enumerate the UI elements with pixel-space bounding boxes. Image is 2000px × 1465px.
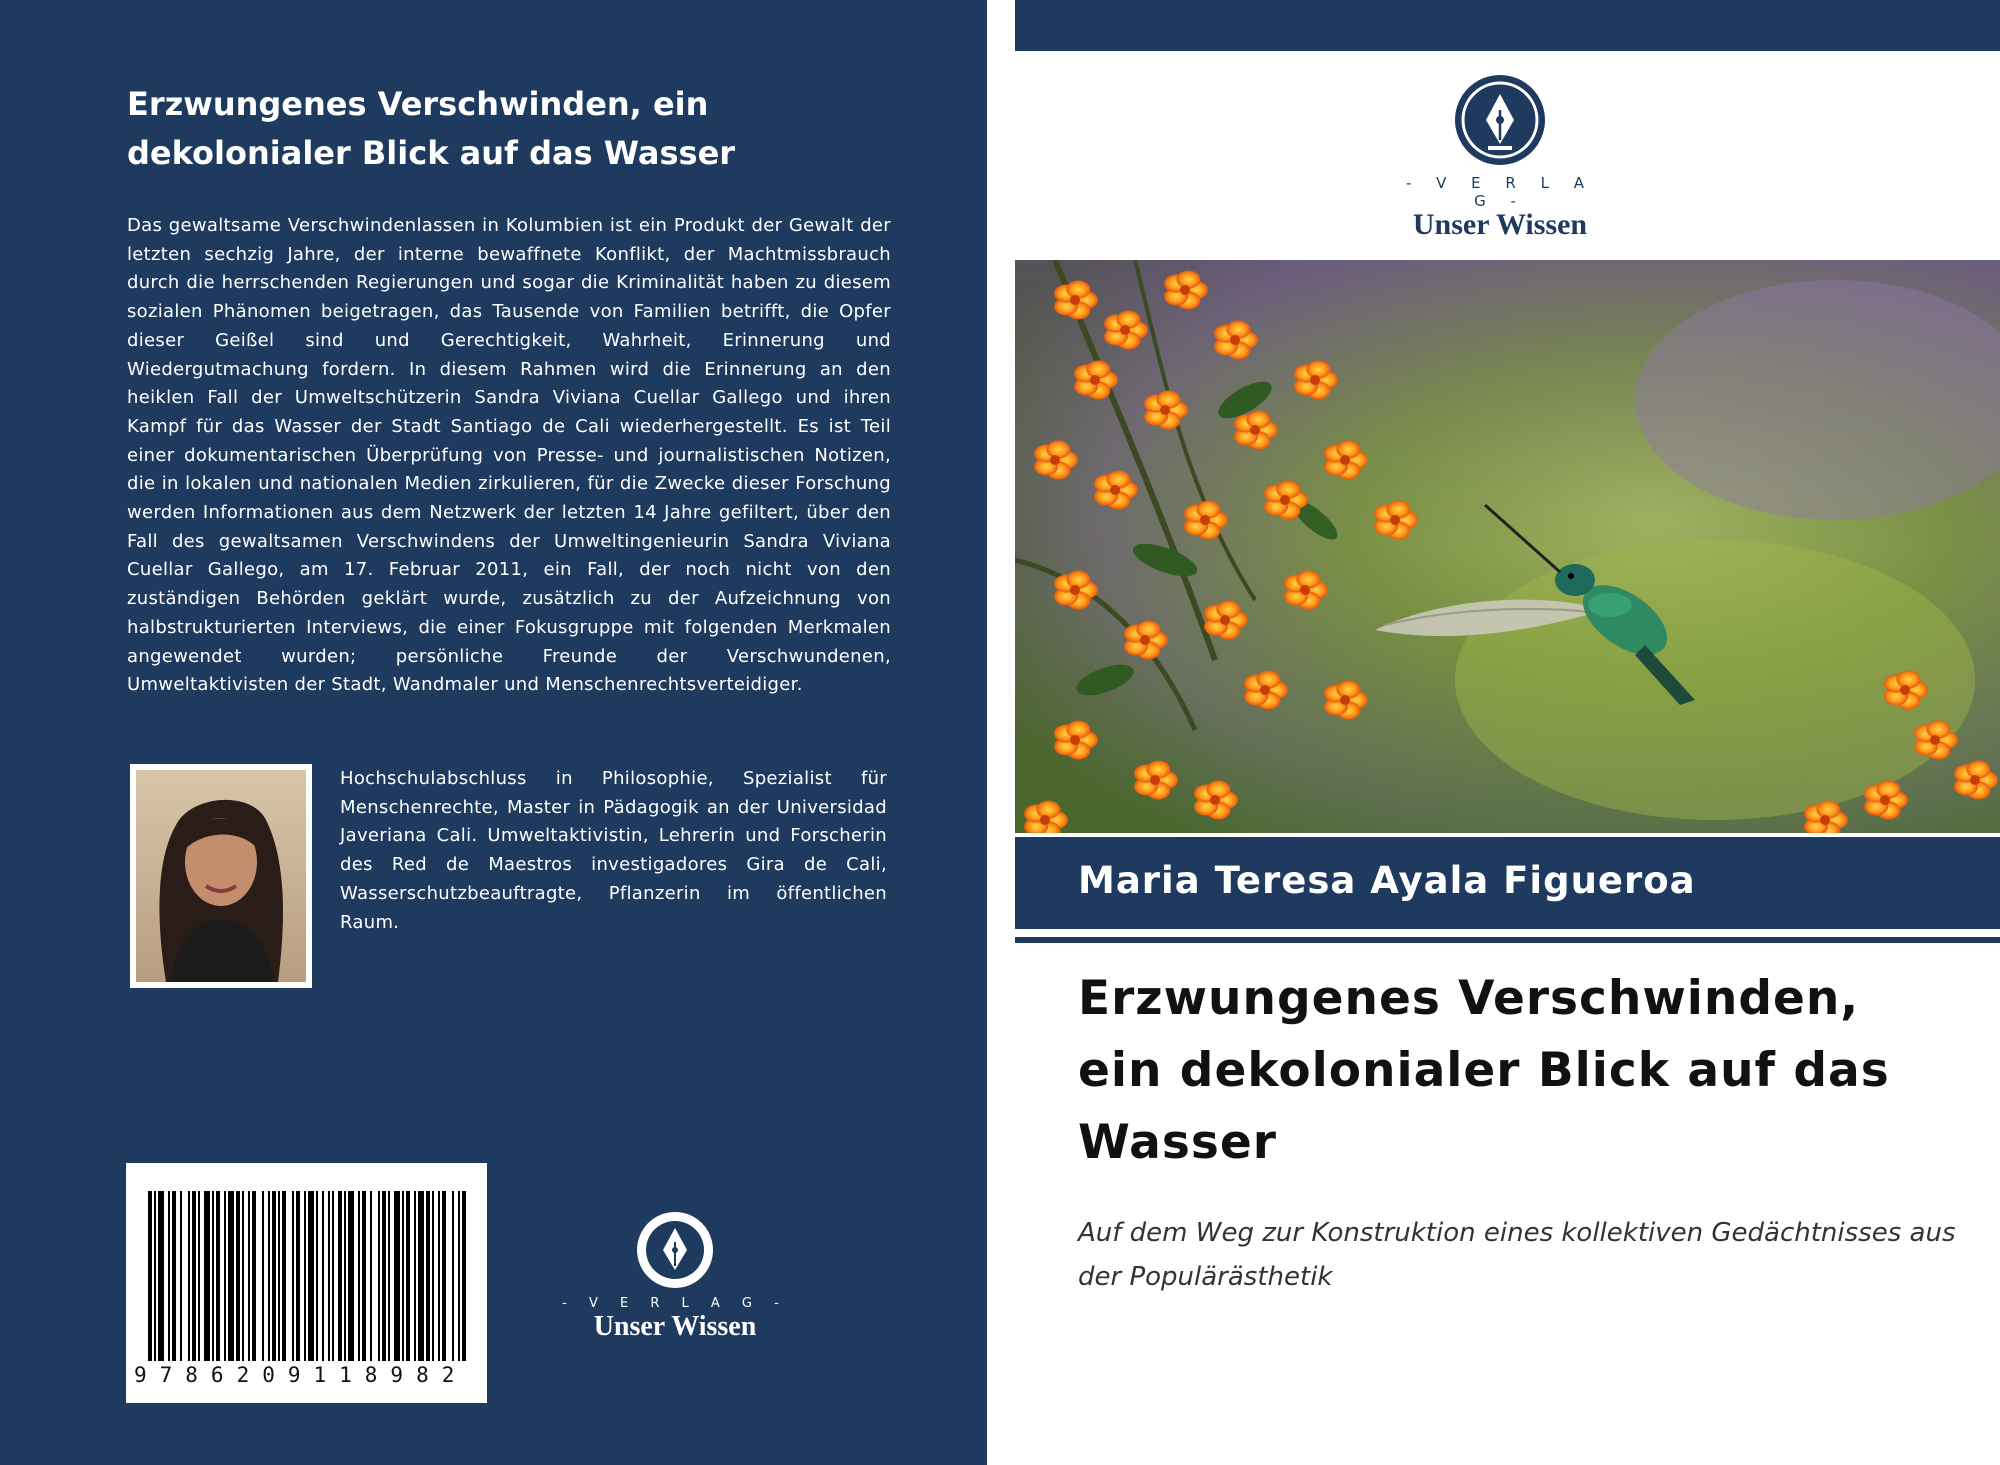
author-photo-image xyxy=(136,770,306,982)
barcode-bar xyxy=(388,1191,390,1361)
barcode-bar xyxy=(268,1191,270,1361)
barcode-bar xyxy=(168,1191,170,1361)
barcode-bar xyxy=(148,1191,152,1361)
barcode-bar xyxy=(358,1191,360,1361)
barcode-bar xyxy=(296,1191,300,1361)
publisher-logo-front xyxy=(1390,72,1610,242)
publisher-name: Unser Wissen xyxy=(1412,208,1588,241)
barcode-bar xyxy=(228,1191,234,1361)
barcode-bar xyxy=(224,1191,226,1361)
barcode-bar xyxy=(402,1191,404,1361)
barcode-bar xyxy=(362,1191,366,1361)
author-photo xyxy=(130,764,312,988)
barcode-bar xyxy=(370,1191,372,1361)
title-divider xyxy=(1015,937,2000,943)
back-cover-blurb: Das gewaltsame Verschwindenlassen in Kolumbien ist ein Produkt der Gewalt der letzten sechzig Jahre, der interne bewaffnete Konflikt, der Machtmissbrauch durch die herrschenden Regierungen und sogar die Kriminalität haben zu diesem sozialen Phänomen beigetragen, das Tausende von Familien betrifft, die Opfer dieser Geißel sind und Gerechtigkeit, Wahrheit, Erinnerung und Wiedergutmachung fordern. In diesem Rahmen wird die Erinnerung an den heiklen Fall der Umweltschützerin Sandra Viviana Cuellar Gallego und ihren Kampf für das Wasser der Stadt Santiago de Cali wiederhergestellt. Es ist Teil einer dokumentarischen Überprüfung von Presse- und journalistischen Notizen, die in lokalen und nationalen Medien zirkulieren, für die Zwecke dieser Forschung werden Informationen aus dem Netzwerk der letzten 14 Jahre gefiltert, über den Fall des gewaltsamen Verschwindens der Umweltingenieurin Sandra Viviana Cuellar Gallego, am 17. Februar 2011, ein Fall, der noch nicht von den zuständigen Behörden geklärt wurde, zusätzlich zu der Aufzeichnung von halbstrukturierten Interviews, die einer Fokusgruppe mit folgenden Merkmalen angewendet wurden; persönliche Freunde der Verschwundenen, Umweltaktivisten der Stadt, Wandmaler und Menschenrechtsverteidiger. xyxy=(127,215,891,696)
cover-illustration-hummingbird xyxy=(1015,260,2000,833)
barcode-bar xyxy=(414,1191,416,1361)
isbn-barcode xyxy=(126,1163,487,1403)
fountain-pen-nib-icon xyxy=(635,1210,715,1290)
barcode-bar xyxy=(292,1191,294,1361)
barcode-bar xyxy=(262,1191,264,1361)
publisher-verlag-label: - V E R L A G - xyxy=(1405,174,1595,210)
publisher-logo-back xyxy=(560,1210,790,1343)
barcode-bar xyxy=(442,1191,446,1361)
author-band xyxy=(1015,837,2000,929)
barcode-bar xyxy=(338,1191,342,1361)
barcode-bar xyxy=(328,1191,330,1361)
barcode-bar xyxy=(308,1191,314,1361)
barcode-bar xyxy=(406,1191,410,1361)
barcode-bar xyxy=(316,1191,318,1361)
barcode-bar xyxy=(216,1191,220,1361)
barcode-bar xyxy=(158,1191,164,1361)
barcode-bar xyxy=(192,1191,196,1361)
barcode-bar xyxy=(252,1191,256,1361)
fountain-pen-nib-icon xyxy=(1452,72,1548,168)
back-cover xyxy=(0,0,987,1465)
barcode-bar xyxy=(204,1191,210,1361)
book-subtitle: Auf dem Weg zur Konstruktion eines kollektiven Gedächtnisses aus der Populärästhetik xyxy=(1078,1218,1956,1292)
barcode-bar xyxy=(198,1191,200,1361)
barcode-bar xyxy=(278,1191,280,1361)
barcode-bar xyxy=(154,1191,156,1361)
barcode-bar xyxy=(248,1191,250,1361)
barcode-bar xyxy=(432,1191,434,1361)
isbn-digits: 9786209118982 xyxy=(134,1363,468,1387)
barcode-bar xyxy=(322,1191,324,1361)
barcode-bar xyxy=(418,1191,424,1361)
barcode-bar xyxy=(344,1191,346,1361)
barcode-bar xyxy=(272,1191,276,1361)
barcode-bar xyxy=(452,1191,454,1361)
publisher-verlag-label: - V E R L A G - xyxy=(562,1296,788,1311)
barcode-bar xyxy=(332,1191,334,1361)
barcode-bar xyxy=(462,1191,466,1361)
barcode-bar xyxy=(188,1191,190,1361)
barcode-bar xyxy=(242,1191,244,1361)
barcode-bar xyxy=(304,1191,306,1361)
front-top-band xyxy=(1015,0,2000,51)
back-cover-title: Erzwungenes Verschwinden, ein dekolonialer Blick auf das Wasser xyxy=(127,85,736,172)
barcode-bar xyxy=(282,1191,286,1361)
barcode-bar xyxy=(458,1191,460,1361)
author-bio: Hochschulabschluss in Philosophie, Spezialist für Menschenrechte, Master in Pädagogik an der Universidad Javeriana Cali. Umweltaktivistin, Lehrerin und Forscherin des Red de Maestros investigadores Gira de Cali, Wasserschutzbeauftragte, Pflanzerin im öffentlichen Raum. xyxy=(340,768,887,933)
barcode-bar xyxy=(180,1191,182,1361)
hummingbird-flowers-image xyxy=(1015,260,2000,833)
author-name: Maria Teresa Ayala Figueroa xyxy=(1078,859,1696,902)
barcode-bar xyxy=(438,1191,440,1361)
publisher-name: Unser Wissen xyxy=(593,1311,757,1342)
barcode-bar xyxy=(382,1191,386,1361)
barcode-bar xyxy=(348,1191,354,1361)
barcode-bar xyxy=(426,1191,430,1361)
barcode-bar xyxy=(394,1191,400,1361)
barcode-bar xyxy=(378,1191,380,1361)
barcode-bar xyxy=(236,1191,240,1361)
book-title: Erzwungenes Verschwinden, ein dekolonialer Blick auf das Wasser xyxy=(1078,971,1890,1170)
barcode-bar xyxy=(172,1191,176,1361)
barcode-bar xyxy=(212,1191,214,1361)
